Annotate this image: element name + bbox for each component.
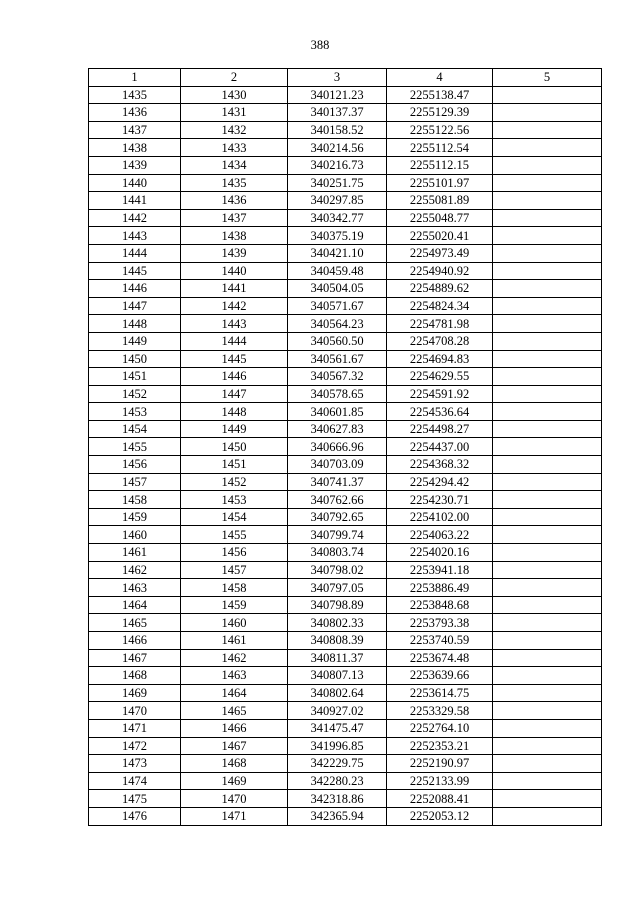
table-row <box>89 385 602 403</box>
table-cell-col-1: 1444 <box>89 244 181 262</box>
table-row <box>89 596 602 614</box>
table-body <box>89 86 602 825</box>
table-cell-col-1: 1450 <box>89 350 181 368</box>
table-cell-col-4: 2255081.89 <box>387 192 493 210</box>
table-cell-col-2: 1447 <box>181 385 288 403</box>
table-cell-col-2: 1450 <box>181 438 288 456</box>
table-cell-col-3: 341475.47 <box>288 719 387 737</box>
table-cell-col-1: 1445 <box>89 262 181 280</box>
column-header-5: 5 <box>493 69 602 87</box>
table-cell-col-1: 1442 <box>89 209 181 227</box>
table-cell-col-2: 1461 <box>181 632 288 650</box>
table-row <box>89 667 602 685</box>
table-cell-col-4: 2252190.97 <box>387 755 493 773</box>
table-cell-col-2: 1435 <box>181 174 288 192</box>
table-cell-col-4: 2254824.34 <box>387 297 493 315</box>
table-cell-col-4: 2253329.58 <box>387 702 493 720</box>
table-cell-col-4: 2254498.27 <box>387 420 493 438</box>
table-cell-col-5 <box>493 420 602 438</box>
table-row <box>89 438 602 456</box>
table-cell-col-4: 2254940.92 <box>387 262 493 280</box>
table-cell-col-1: 1465 <box>89 614 181 632</box>
table-cell-col-4: 2253740.59 <box>387 632 493 650</box>
table-cell-col-4: 2255129.39 <box>387 104 493 122</box>
table-cell-col-2: 1441 <box>181 280 288 298</box>
table-row <box>89 244 602 262</box>
table-cell-col-4: 2253793.38 <box>387 614 493 632</box>
table-cell-col-5 <box>493 350 602 368</box>
table-cell-col-3: 340811.37 <box>288 649 387 667</box>
table-cell-col-4: 2253886.49 <box>387 579 493 597</box>
table-cell-col-1: 1448 <box>89 315 181 333</box>
table-row <box>89 684 602 702</box>
table-row <box>89 139 602 157</box>
table-cell-col-1: 1461 <box>89 544 181 562</box>
table-cell-col-2: 1442 <box>181 297 288 315</box>
table-cell-col-3: 340627.83 <box>288 420 387 438</box>
table-cell-col-2: 1449 <box>181 420 288 438</box>
table-cell-col-5 <box>493 297 602 315</box>
table-row <box>89 755 602 773</box>
table-cell-col-3: 340561.67 <box>288 350 387 368</box>
table-row <box>89 368 602 386</box>
table-cell-col-1: 1439 <box>89 156 181 174</box>
table-cell-col-2: 1433 <box>181 139 288 157</box>
table-cell-col-5 <box>493 368 602 386</box>
table-cell-col-5 <box>493 755 602 773</box>
table-cell-col-2: 1454 <box>181 508 288 526</box>
column-header-4: 4 <box>387 69 493 87</box>
table-cell-col-2: 1469 <box>181 772 288 790</box>
table-cell-col-3: 340560.50 <box>288 332 387 350</box>
table-cell-col-4: 2253674.48 <box>387 649 493 667</box>
table-cell-col-4: 2254102.00 <box>387 508 493 526</box>
table-cell-col-1: 1455 <box>89 438 181 456</box>
table-cell-col-5 <box>493 86 602 104</box>
table-cell-col-4: 2255138.47 <box>387 86 493 104</box>
table-cell-col-1: 1467 <box>89 649 181 667</box>
table-cell-col-3: 340799.74 <box>288 526 387 544</box>
table-row <box>89 280 602 298</box>
table-row <box>89 772 602 790</box>
table-cell-col-3: 340342.77 <box>288 209 387 227</box>
table-cell-col-1: 1447 <box>89 297 181 315</box>
table-cell-col-1: 1440 <box>89 174 181 192</box>
table-row <box>89 456 602 474</box>
table-cell-col-5 <box>493 332 602 350</box>
table-cell-col-4: 2254889.62 <box>387 280 493 298</box>
table-cell-col-1: 1441 <box>89 192 181 210</box>
table-cell-col-1: 1464 <box>89 596 181 614</box>
table-cell-col-1: 1457 <box>89 473 181 491</box>
table-cell-col-3: 342318.86 <box>288 790 387 808</box>
table-cell-col-2: 1431 <box>181 104 288 122</box>
table-cell-col-3: 340216.73 <box>288 156 387 174</box>
table-cell-col-5 <box>493 156 602 174</box>
table-cell-col-5 <box>493 596 602 614</box>
coordinates-table <box>88 68 602 826</box>
table-cell-col-2: 1452 <box>181 473 288 491</box>
table-cell-col-2: 1459 <box>181 596 288 614</box>
table-cell-col-3: 340571.67 <box>288 297 387 315</box>
table-cell-col-5 <box>493 438 602 456</box>
table-cell-col-3: 340798.02 <box>288 561 387 579</box>
table-row <box>89 649 602 667</box>
table-cell-col-2: 1460 <box>181 614 288 632</box>
table-cell-col-1: 1462 <box>89 561 181 579</box>
table-cell-col-5 <box>493 632 602 650</box>
table-cell-col-3: 340762.66 <box>288 491 387 509</box>
table-row <box>89 561 602 579</box>
table-cell-col-2: 1439 <box>181 244 288 262</box>
table-cell-col-5 <box>493 561 602 579</box>
table-cell-col-4: 2253614.75 <box>387 684 493 702</box>
table-row <box>89 192 602 210</box>
table-cell-col-4: 2253848.68 <box>387 596 493 614</box>
column-header-2: 2 <box>181 69 288 87</box>
table-cell-col-5 <box>493 473 602 491</box>
table-cell-col-1: 1436 <box>89 104 181 122</box>
table-row <box>89 491 602 509</box>
table-row <box>89 544 602 562</box>
table-cell-col-2: 1453 <box>181 491 288 509</box>
table-row <box>89 508 602 526</box>
table-cell-col-3: 340802.33 <box>288 614 387 632</box>
table-cell-col-5 <box>493 315 602 333</box>
table-cell-col-3: 340214.56 <box>288 139 387 157</box>
table-header-row <box>89 69 602 87</box>
table-row <box>89 262 602 280</box>
table-cell-col-5 <box>493 508 602 526</box>
table-cell-col-4: 2254973.49 <box>387 244 493 262</box>
table-cell-col-5 <box>493 174 602 192</box>
table-row <box>89 104 602 122</box>
table-cell-col-2: 1451 <box>181 456 288 474</box>
table-cell-col-3: 340421.10 <box>288 244 387 262</box>
table-cell-col-4: 2254230.71 <box>387 491 493 509</box>
table-cell-col-3: 340703.09 <box>288 456 387 474</box>
table-cell-col-3: 340564.23 <box>288 315 387 333</box>
table-row <box>89 209 602 227</box>
table-cell-col-4: 2252353.21 <box>387 737 493 755</box>
table-cell-col-1: 1438 <box>89 139 181 157</box>
table-cell-col-1: 1458 <box>89 491 181 509</box>
table-cell-col-2: 1434 <box>181 156 288 174</box>
table-cell-col-3: 342280.23 <box>288 772 387 790</box>
table-row <box>89 403 602 421</box>
table-cell-col-2: 1462 <box>181 649 288 667</box>
table-cell-col-4: 2252764.10 <box>387 719 493 737</box>
table-cell-col-4: 2253639.66 <box>387 667 493 685</box>
table-cell-col-1: 1471 <box>89 719 181 737</box>
table-cell-col-3: 340666.96 <box>288 438 387 456</box>
table-row <box>89 807 602 825</box>
table-cell-col-2: 1432 <box>181 121 288 139</box>
column-header-1: 1 <box>89 69 181 87</box>
table-cell-col-5 <box>493 807 602 825</box>
table-cell-col-5 <box>493 244 602 262</box>
table-cell-col-4: 2254437.00 <box>387 438 493 456</box>
table-cell-col-5 <box>493 526 602 544</box>
table-cell-col-1: 1463 <box>89 579 181 597</box>
table-row <box>89 121 602 139</box>
table-cell-col-4: 2252088.41 <box>387 790 493 808</box>
table-cell-col-1: 1475 <box>89 790 181 808</box>
table-cell-col-5 <box>493 456 602 474</box>
table-row <box>89 315 602 333</box>
table-cell-col-1: 1454 <box>89 420 181 438</box>
table-cell-col-2: 1438 <box>181 227 288 245</box>
table-cell-col-3: 340808.39 <box>288 632 387 650</box>
table-cell-col-5 <box>493 667 602 685</box>
table-cell-col-4: 2255048.77 <box>387 209 493 227</box>
table-cell-col-3: 340567.32 <box>288 368 387 386</box>
table-row <box>89 790 602 808</box>
table-row <box>89 473 602 491</box>
table-cell-col-4: 2255112.54 <box>387 139 493 157</box>
table-cell-col-3: 340578.65 <box>288 385 387 403</box>
table-cell-col-2: 1465 <box>181 702 288 720</box>
table-cell-col-5 <box>493 121 602 139</box>
table-cell-col-5 <box>493 491 602 509</box>
table-row <box>89 614 602 632</box>
table-cell-col-1: 1435 <box>89 86 181 104</box>
table-cell-col-4: 2254294.42 <box>387 473 493 491</box>
table-cell-col-2: 1437 <box>181 209 288 227</box>
table-cell-col-5 <box>493 192 602 210</box>
table-row <box>89 719 602 737</box>
table-row <box>89 579 602 597</box>
table-cell-col-4: 2254020.16 <box>387 544 493 562</box>
table-row <box>89 526 602 544</box>
table-cell-col-1: 1468 <box>89 667 181 685</box>
table-row <box>89 174 602 192</box>
table-cell-col-5 <box>493 385 602 403</box>
table-cell-col-5 <box>493 403 602 421</box>
table-cell-col-1: 1449 <box>89 332 181 350</box>
table-cell-col-2: 1468 <box>181 755 288 773</box>
table-cell-col-1: 1466 <box>89 632 181 650</box>
table-cell-col-4: 2255112.15 <box>387 156 493 174</box>
table-cell-col-2: 1457 <box>181 561 288 579</box>
table-cell-col-2: 1446 <box>181 368 288 386</box>
table-cell-col-5 <box>493 280 602 298</box>
table-cell-col-2: 1471 <box>181 807 288 825</box>
table-cell-col-3: 340137.37 <box>288 104 387 122</box>
table-cell-col-3: 340601.85 <box>288 403 387 421</box>
table-cell-col-3: 340375.19 <box>288 227 387 245</box>
table-cell-col-2: 1464 <box>181 684 288 702</box>
table-cell-col-3: 341996.85 <box>288 737 387 755</box>
table-cell-col-2: 1440 <box>181 262 288 280</box>
table-cell-col-5 <box>493 790 602 808</box>
table-cell-col-5 <box>493 719 602 737</box>
table-cell-col-5 <box>493 684 602 702</box>
table-cell-col-3: 340741.37 <box>288 473 387 491</box>
table-cell-col-5 <box>493 649 602 667</box>
table-cell-col-4: 2252133.99 <box>387 772 493 790</box>
table-row <box>89 702 602 720</box>
table-cell-col-5 <box>493 737 602 755</box>
table-cell-col-1: 1453 <box>89 403 181 421</box>
table-cell-col-3: 340251.75 <box>288 174 387 192</box>
table-cell-col-1: 1474 <box>89 772 181 790</box>
table-cell-col-4: 2254694.83 <box>387 350 493 368</box>
table-cell-col-5 <box>493 104 602 122</box>
table-cell-col-1: 1456 <box>89 456 181 474</box>
table-row <box>89 332 602 350</box>
table-cell-col-2: 1443 <box>181 315 288 333</box>
table-cell-col-2: 1445 <box>181 350 288 368</box>
table-cell-col-4: 2254063.22 <box>387 526 493 544</box>
table-cell-col-5 <box>493 262 602 280</box>
table-cell-col-5 <box>493 772 602 790</box>
table-cell-col-1: 1472 <box>89 737 181 755</box>
table-cell-col-4: 2252053.12 <box>387 807 493 825</box>
table-cell-col-3: 340459.48 <box>288 262 387 280</box>
table-cell-col-5 <box>493 544 602 562</box>
table-cell-col-1: 1452 <box>89 385 181 403</box>
table-cell-col-1: 1437 <box>89 121 181 139</box>
table-cell-col-3: 340807.13 <box>288 667 387 685</box>
table-cell-col-3: 342229.75 <box>288 755 387 773</box>
table-cell-col-3: 340927.02 <box>288 702 387 720</box>
table-cell-col-1: 1459 <box>89 508 181 526</box>
table-cell-col-3: 340798.89 <box>288 596 387 614</box>
table-cell-col-4: 2254536.64 <box>387 403 493 421</box>
table-cell-col-5 <box>493 227 602 245</box>
table-cell-col-3: 340504.05 <box>288 280 387 298</box>
table-cell-col-1: 1473 <box>89 755 181 773</box>
table-cell-col-4: 2255122.56 <box>387 121 493 139</box>
table-row <box>89 86 602 104</box>
table-cell-col-3: 340803.74 <box>288 544 387 562</box>
table-cell-col-5 <box>493 139 602 157</box>
table-cell-col-4: 2254781.98 <box>387 315 493 333</box>
table-cell-col-2: 1444 <box>181 332 288 350</box>
table-cell-col-1: 1476 <box>89 807 181 825</box>
table-cell-col-3: 340797.05 <box>288 579 387 597</box>
table-row <box>89 737 602 755</box>
table-cell-col-2: 1467 <box>181 737 288 755</box>
table-cell-col-2: 1470 <box>181 790 288 808</box>
table-cell-col-3: 340121.23 <box>288 86 387 104</box>
table-row <box>89 297 602 315</box>
table-cell-col-4: 2255101.97 <box>387 174 493 192</box>
table-row <box>89 156 602 174</box>
table-cell-col-5 <box>493 614 602 632</box>
table-cell-col-3: 340792.65 <box>288 508 387 526</box>
table-cell-col-5 <box>493 209 602 227</box>
table-row <box>89 632 602 650</box>
table-cell-col-2: 1456 <box>181 544 288 562</box>
table-row <box>89 227 602 245</box>
table-cell-col-5 <box>493 579 602 597</box>
table-cell-col-2: 1466 <box>181 719 288 737</box>
column-header-3: 3 <box>288 69 387 87</box>
table-cell-col-2: 1458 <box>181 579 288 597</box>
table-cell-col-2: 1448 <box>181 403 288 421</box>
table-cell-col-1: 1446 <box>89 280 181 298</box>
table-cell-col-4: 2253941.18 <box>387 561 493 579</box>
table-cell-col-4: 2254368.32 <box>387 456 493 474</box>
table-cell-col-4: 2254591.92 <box>387 385 493 403</box>
table-cell-col-1: 1469 <box>89 684 181 702</box>
table-cell-col-2: 1430 <box>181 86 288 104</box>
table-cell-col-1: 1443 <box>89 227 181 245</box>
table-cell-col-4: 2255020.41 <box>387 227 493 245</box>
table-cell-col-2: 1463 <box>181 667 288 685</box>
table-cell-col-4: 2254708.28 <box>387 332 493 350</box>
table-cell-col-1: 1460 <box>89 526 181 544</box>
table-cell-col-3: 340158.52 <box>288 121 387 139</box>
table-cell-col-3: 340297.85 <box>288 192 387 210</box>
table-row <box>89 420 602 438</box>
table-cell-col-2: 1436 <box>181 192 288 210</box>
table-cell-col-5 <box>493 702 602 720</box>
table-cell-col-1: 1451 <box>89 368 181 386</box>
table-cell-col-4: 2254629.55 <box>387 368 493 386</box>
table-cell-col-2: 1455 <box>181 526 288 544</box>
table-row <box>89 350 602 368</box>
page-number: 388 <box>310 38 330 52</box>
table-cell-col-3: 342365.94 <box>288 807 387 825</box>
table-cell-col-3: 340802.64 <box>288 684 387 702</box>
table-cell-col-1: 1470 <box>89 702 181 720</box>
